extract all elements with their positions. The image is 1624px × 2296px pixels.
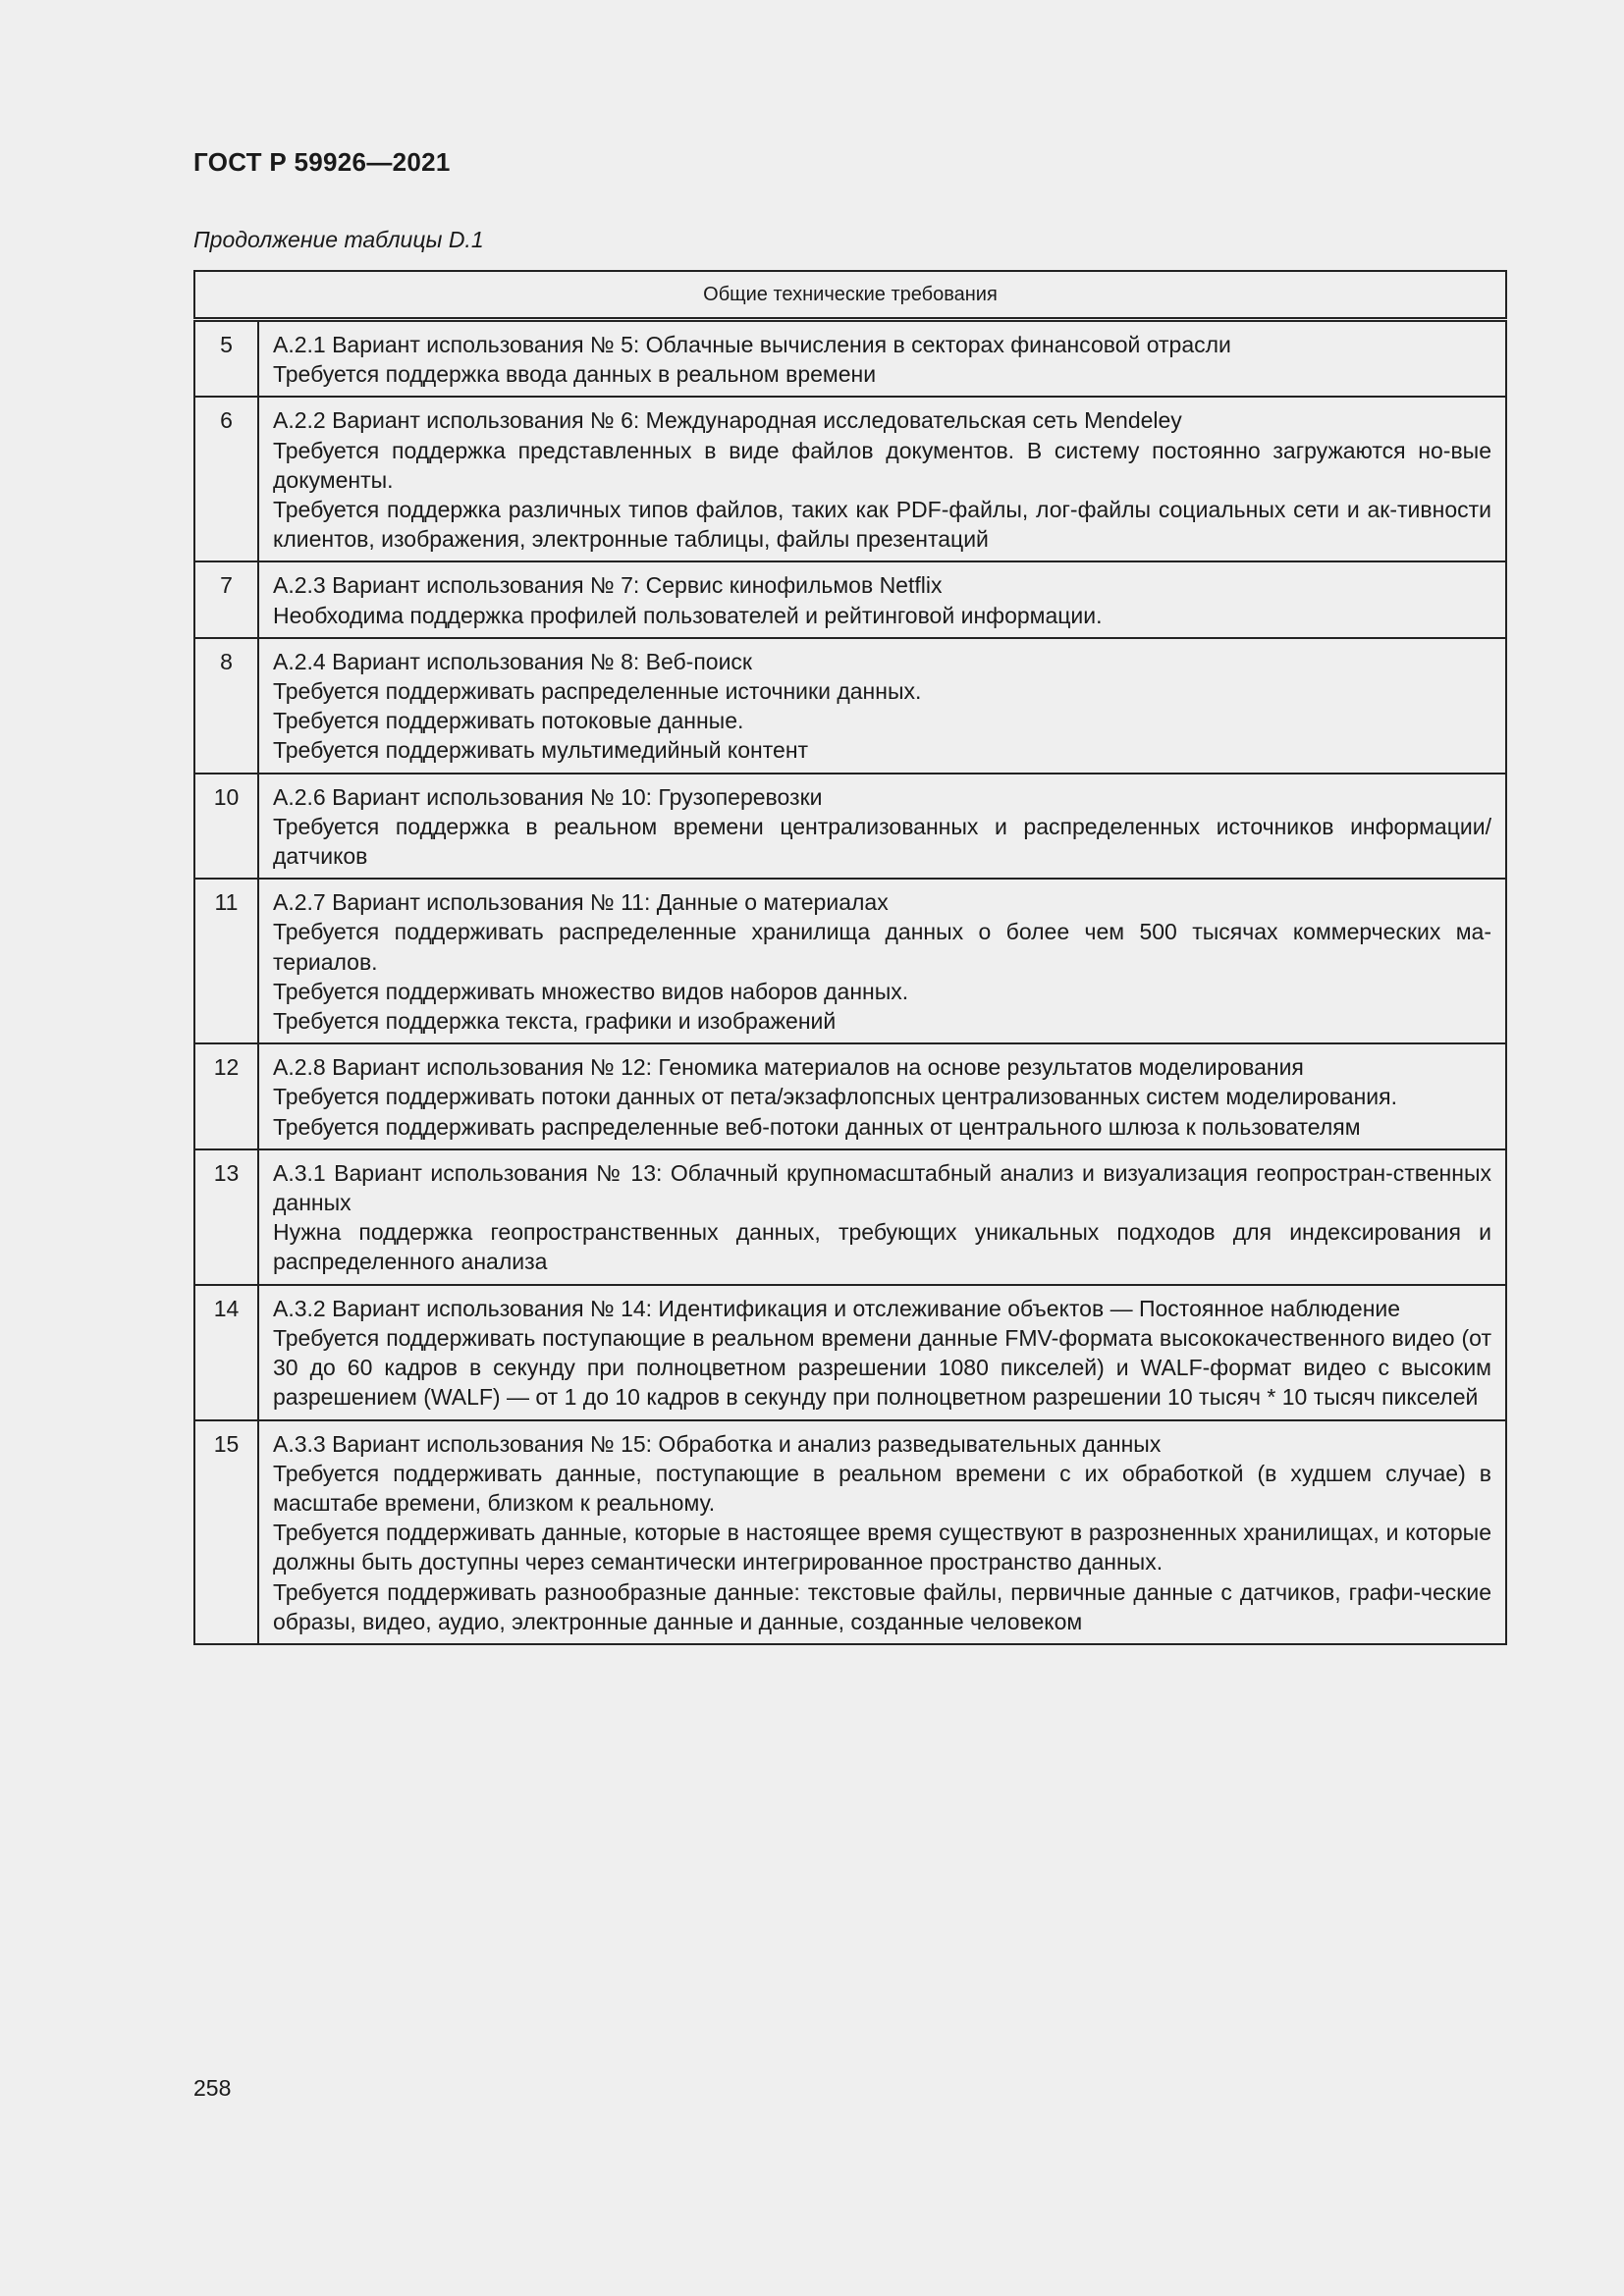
use-case-title: А.3.1 Вариант использования № 13: Облачный крупномасштабный анализ и визуализация геопростран-ственных данных (273, 1159, 1491, 1216)
requirement-text: Требуется поддерживать поступающие в реальном времени данные FMV-формата высококачественного видео (от 30 до 60 кадров в секунду при полноцветном разрешении 1080 пикселей) и WALF-формат видео с высоким разрешением (WALF) — от 1 до 10 кадров в секунду при полноцветном разрешении 10 тысяч * 10 тысяч пикселей (273, 1324, 1491, 1411)
row-number: 5 (194, 320, 258, 398)
document-header: ГОСТ Р 59926—2021 (193, 147, 451, 177)
requirement-text: Требуется поддержка в реальном времени централизованных и распределенных источников информации/датчиков (273, 813, 1491, 870)
use-case-title: А.2.8 Вариант использования № 12: Геномика материалов на основе результатов моделирования (273, 1054, 1304, 1081)
requirement-text: Требуется поддерживать распределенные хранилища данных о более чем 500 тысячах коммерческих ма-териалов. (273, 919, 1491, 975)
row-content (258, 879, 1506, 1043)
table-row (194, 1149, 1506, 1285)
table-row (194, 879, 1506, 1043)
use-case-title: А.2.1 Вариант использования № 5: Облачные вычисления в секторах финансовой отрасли (273, 332, 1231, 357)
requirement-text: Требуется поддержка различных типов файлов, таких как PDF-файлы, лог-файлы социальных сети и ак-тивности клиентов, изображения, электронные таблицы, файлы презентаций (273, 497, 1491, 553)
row-content (258, 774, 1506, 880)
use-case-title: А.2.7 Вариант использования № 11: Данные о материалах (273, 889, 889, 916)
table-row (194, 1043, 1506, 1149)
table-body (194, 320, 1506, 1644)
row-number: 12 (194, 1043, 258, 1149)
use-case-title: А.2.2 Вариант использования № 6: Международная исследовательская сеть Mendeley (273, 407, 1182, 434)
row-content (258, 638, 1506, 774)
requirement-text: Требуется поддерживать данные, которые в настоящее время существуют в разрозненных хранилищах, и которые должны быть доступны через семантически интегрированное пространство данных. (273, 1520, 1491, 1575)
requirement-text: Требуется поддерживать мультимедийный контент (273, 737, 809, 764)
row-number: 14 (194, 1285, 258, 1420)
row-number: 7 (194, 561, 258, 637)
table-row (194, 774, 1506, 880)
table-header-cell: Общие технические требования (194, 271, 1506, 320)
row-content (258, 1420, 1506, 1644)
requirement-text: Требуется поддержка представленных в виде файлов документов. В систему постоянно загружаются но-вые документы. (273, 437, 1491, 493)
requirement-text: Требуется поддерживать множество видов наборов данных. (273, 978, 909, 1004)
table-caption: Продолжение таблицы D.1 (193, 227, 484, 252)
use-case-title: А.2.6 Вариант использования № 10: Грузоперевозки (273, 783, 823, 810)
use-case-title: А.3.2 Вариант использования № 14: Идентификация и отслеживание объектов — Постоянное наблюдение (273, 1295, 1401, 1321)
row-content (258, 320, 1506, 398)
table-row (194, 1285, 1506, 1420)
row-number: 13 (194, 1149, 258, 1285)
row-content (258, 1285, 1506, 1420)
row-content (258, 561, 1506, 637)
table-header-row (194, 271, 1506, 320)
requirement-text: Нужна поддержка геопространственных данных, требующих уникальных подходов для индексирования и распределенного анализа (273, 1219, 1491, 1275)
requirement-text: Требуется поддерживать распределенные веб-потоки данных от центрального шлюза к пользователям (273, 1113, 1361, 1140)
requirements-table (193, 270, 1507, 1645)
table-row (194, 638, 1506, 774)
row-number: 8 (194, 638, 258, 774)
row-number: 10 (194, 774, 258, 880)
row-content (258, 1149, 1506, 1285)
row-content (258, 1043, 1506, 1149)
row-number: 11 (194, 879, 258, 1043)
requirement-text: Требуется поддержка ввода данных в реальном времени (273, 361, 877, 388)
requirement-text: Требуется поддерживать потоковые данные. (273, 708, 744, 734)
table-row (194, 397, 1506, 561)
row-number: 6 (194, 397, 258, 561)
page-number: 258 (193, 2075, 232, 2101)
requirement-text: Требуется поддержка текста, графики и изображений (273, 1008, 837, 1035)
requirement-text: Требуется поддерживать данные, поступающие в реальном времени с их обработкой (в худшем случае) в масштабе времени, близком к реальному. (273, 1460, 1491, 1516)
table-row (194, 561, 1506, 637)
row-number: 15 (194, 1420, 258, 1644)
table-row (194, 320, 1506, 398)
requirement-text: Требуется поддерживать разнообразные данные: текстовые файлы, первичные данные с датчиков, графи-ческие образы, видео, аудио, электронные данные и данные, созданные человеком (273, 1578, 1491, 1634)
requirement-text: Требуется поддерживать распределенные источники данных. (273, 678, 922, 705)
table-row (194, 1420, 1506, 1644)
use-case-title: А.3.3 Вариант использования № 15: Обработка и анализ разведывательных данных (273, 1430, 1162, 1457)
requirement-text: Необходима поддержка профилей пользователей и рейтинговой информации. (273, 602, 1103, 628)
row-content (258, 397, 1506, 561)
requirement-text: Требуется поддерживать потоки данных от пета/экзафлопсных централизованных систем моделирования. (273, 1084, 1397, 1110)
use-case-title: А.2.3 Вариант использования № 7: Сервис кинофильмов Netflix (273, 572, 943, 599)
use-case-title: А.2.4 Вариант использования № 8: Веб-поиск (273, 648, 752, 674)
